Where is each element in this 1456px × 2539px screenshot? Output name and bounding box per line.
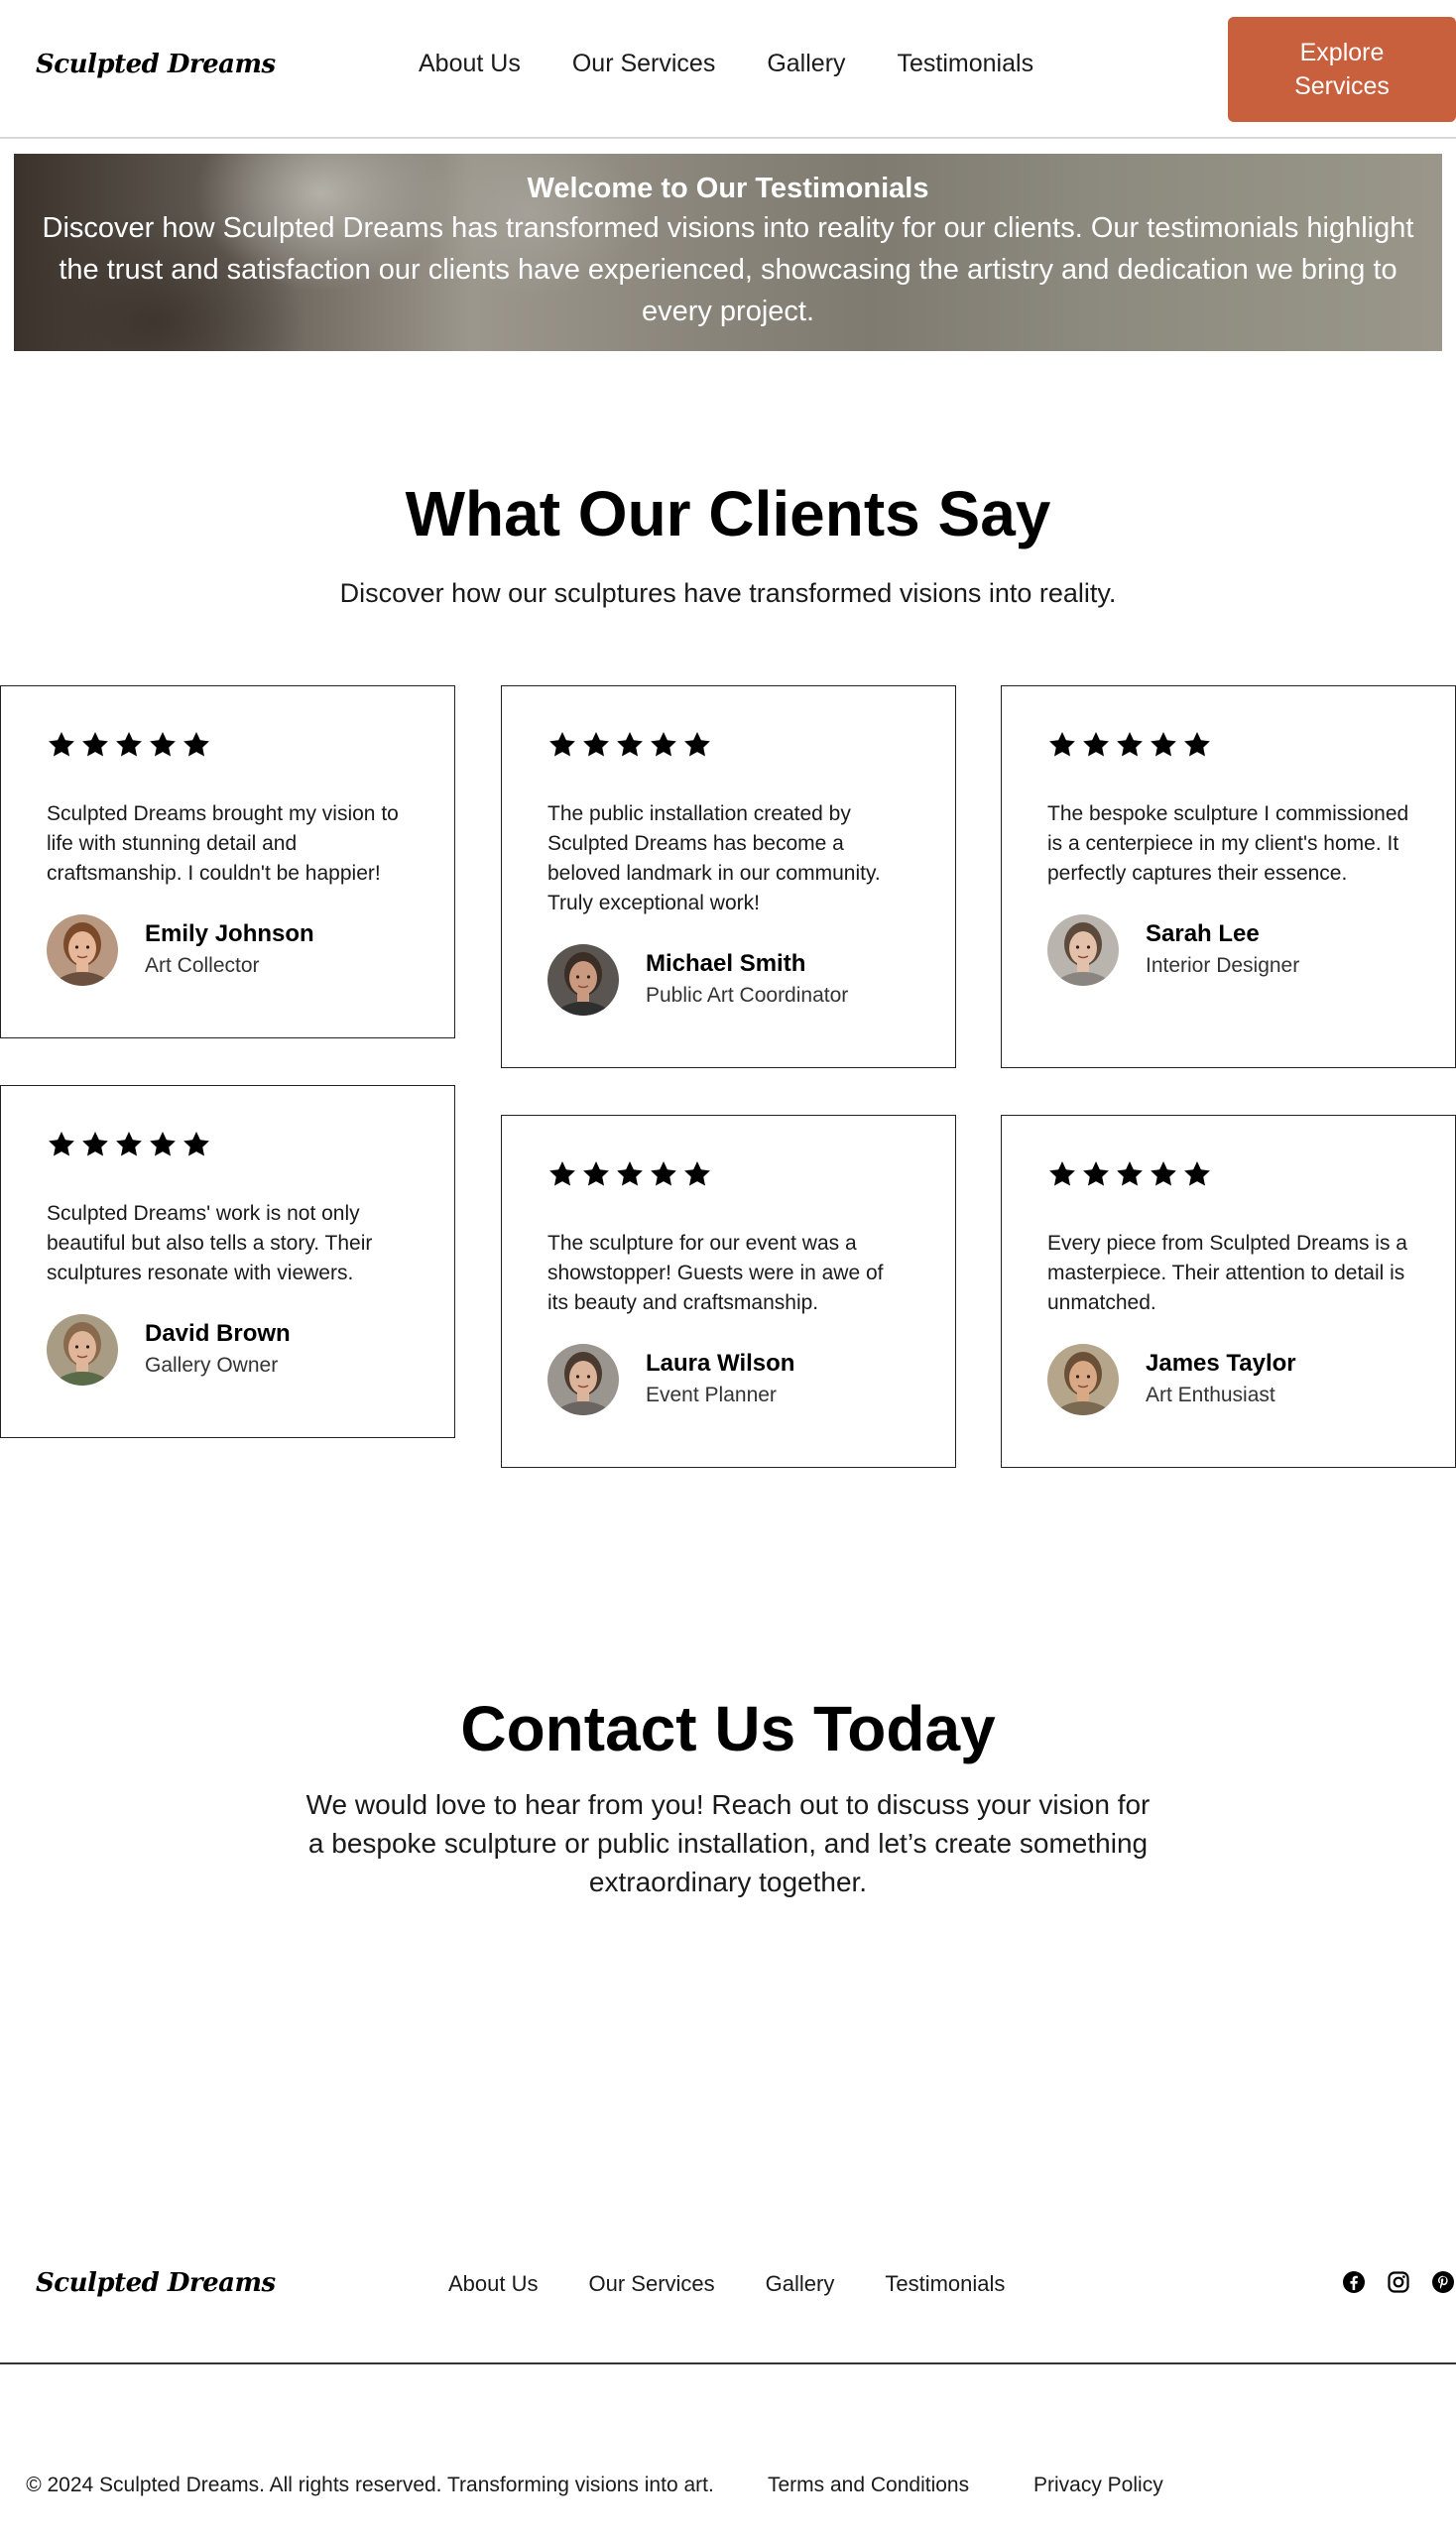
- avatar-sarah: [1047, 914, 1119, 986]
- rating-stars: [547, 1159, 910, 1191]
- avatar-james: [1047, 1344, 1119, 1415]
- author-name: Sarah Lee: [1146, 920, 1260, 947]
- footer-nav-our-services[interactable]: Our Services: [588, 2271, 715, 2296]
- nav-our-services[interactable]: Our Services: [571, 50, 716, 77]
- star-icon: [1081, 730, 1111, 762]
- star-icon: [547, 730, 577, 762]
- rating-stars: [1047, 730, 1409, 762]
- author-role: Art Enthusiast: [1146, 1384, 1275, 1406]
- star-icon: [1182, 730, 1212, 762]
- testimonial-author: [547, 944, 910, 1016]
- author-name: Emily Johnson: [145, 920, 314, 947]
- facebook-icon[interactable]: [1342, 2270, 1366, 2294]
- testimonial-quote: The public installation created by Sculpted Dreams has become a beloved landmark in our community. Truly exceptional work!: [547, 802, 881, 914]
- privacy-link[interactable]: Privacy Policy: [1033, 2474, 1163, 2496]
- testimonial-card: [501, 685, 956, 1068]
- site-header: [0, 0, 1456, 139]
- star-icon: [649, 730, 678, 762]
- hero-title: Welcome to Our Testimonials: [527, 173, 929, 204]
- brand-logo[interactable]: Sculpted Dreams: [36, 50, 276, 79]
- testimonial-author: [547, 1344, 910, 1415]
- testimonial-card: [0, 1085, 455, 1438]
- nav-about-us[interactable]: About Us: [419, 50, 521, 77]
- hero-text: Discover how Sculpted Dreams has transformed visions into reality for our clients. Our testimonials highlight the trust and satisfaction our clients have experienced, showcasing the artistry and dedication we bring to every project.: [42, 212, 1414, 327]
- author-info: [145, 919, 314, 981]
- star-icon: [615, 1159, 645, 1191]
- author-name: David Brown: [145, 1320, 291, 1347]
- star-icon: [80, 1130, 110, 1161]
- star-icon: [47, 730, 76, 762]
- author-name: James Taylor: [1146, 1350, 1296, 1377]
- explore-services-button[interactable]: Explore Services: [1228, 17, 1456, 122]
- footer-nav-about-us[interactable]: About Us: [448, 2271, 539, 2296]
- testimonial-card: [0, 685, 455, 1038]
- avatar-laura: [547, 1344, 619, 1415]
- testimonial-card: [1001, 685, 1456, 1068]
- footer-nav-gallery[interactable]: Gallery: [765, 2271, 835, 2296]
- star-icon: [649, 1159, 678, 1191]
- testimonial-author: [47, 914, 409, 986]
- testimonial-quote: The bespoke sculpture I commissioned is a centerpiece in my client's home. It perfectly captures their essence.: [1047, 802, 1409, 885]
- testimonial-quote: Every piece from Sculpted Dreams is a masterpiece. Their attention to detail is unmatched.: [1047, 1232, 1407, 1314]
- rating-stars: [1047, 1159, 1409, 1191]
- star-icon: [47, 1130, 76, 1161]
- avatar-david: [47, 1314, 118, 1386]
- testimonial-quote: Sculpted Dreams' work is not only beautiful but also tells a story. Their sculptures resonate with viewers.: [47, 1202, 373, 1284]
- pinterest-icon[interactable]: [1431, 2270, 1455, 2294]
- star-icon: [80, 730, 110, 762]
- avatar-michael: [547, 944, 619, 1016]
- star-icon: [1182, 1159, 1212, 1191]
- nav-testimonials[interactable]: Testimonials: [897, 50, 1034, 77]
- testimonials-subtitle: Discover how our sculptures have transformed visions into reality.: [339, 578, 1117, 608]
- star-icon: [1047, 730, 1077, 762]
- contact-text: We would love to hear from you! Reach out to discuss your vision for a bespoke sculpture or public installation, and let’s create something extraordinary together.: [305, 1789, 1151, 1897]
- author-info: [145, 1319, 291, 1381]
- footer-nav-testimonials[interactable]: Testimonials: [885, 2271, 1006, 2296]
- nav-gallery[interactable]: Gallery: [767, 50, 846, 77]
- author-info: [646, 1349, 794, 1410]
- author-info: [1146, 1349, 1296, 1410]
- author-name: Laura Wilson: [646, 1350, 795, 1377]
- testimonial-author: [47, 1314, 409, 1386]
- hero-banner: [14, 154, 1442, 351]
- author-role: Art Collector: [145, 954, 260, 977]
- star-icon: [682, 730, 712, 762]
- testimonial-card: [1001, 1115, 1456, 1468]
- copyright-text: © 2024 Sculpted Dreams. All rights reserved. Transforming visions into art.: [26, 2474, 714, 2496]
- star-icon: [148, 730, 178, 762]
- testimonial-quote: Sculpted Dreams brought my vision to life with stunning detail and craftsmanship. I couldn't be happier!: [47, 802, 399, 885]
- star-icon: [615, 730, 645, 762]
- author-name: Michael Smith: [646, 950, 806, 977]
- contact-title: Contact Us Today: [460, 1693, 996, 1764]
- testimonial-card: [501, 1115, 956, 1468]
- star-icon: [182, 1130, 211, 1161]
- star-icon: [1081, 1159, 1111, 1191]
- author-role: Interior Designer: [1146, 954, 1300, 977]
- star-icon: [1115, 730, 1145, 762]
- star-icon: [682, 1159, 712, 1191]
- star-icon: [148, 1130, 178, 1161]
- avatar-emily: [47, 914, 118, 986]
- rating-stars: [47, 730, 409, 762]
- testimonial-author: [1047, 1344, 1409, 1415]
- testimonial-quote: The sculpture for our event was a showstopper! Guests were in awe of its beauty and craftsmanship.: [547, 1232, 884, 1314]
- main-nav: [419, 50, 1085, 78]
- star-icon: [114, 730, 144, 762]
- footer-logo[interactable]: Sculpted Dreams: [36, 2268, 276, 2298]
- rating-stars: [547, 730, 910, 762]
- star-icon: [547, 1159, 577, 1191]
- star-icon: [1149, 730, 1178, 762]
- star-icon: [1149, 1159, 1178, 1191]
- star-icon: [581, 730, 611, 762]
- footer-divider: [0, 2362, 1456, 2364]
- hero-content: [14, 170, 1442, 332]
- star-icon: [1115, 1159, 1145, 1191]
- testimonials-title: What Our Clients Say: [405, 478, 1051, 549]
- author-info: [646, 949, 848, 1011]
- star-icon: [182, 730, 211, 762]
- terms-link[interactable]: Terms and Conditions: [768, 2474, 970, 2496]
- instagram-icon[interactable]: [1387, 2270, 1410, 2294]
- star-icon: [1047, 1159, 1077, 1191]
- author-role: Event Planner: [646, 1384, 777, 1406]
- star-icon: [581, 1159, 611, 1191]
- testimonial-author: [1047, 914, 1409, 986]
- author-role: Public Art Coordinator: [646, 984, 849, 1007]
- author-role: Gallery Owner: [145, 1354, 279, 1377]
- author-info: [1146, 919, 1299, 981]
- rating-stars: [47, 1130, 409, 1161]
- footer-nav: [448, 2271, 1055, 2297]
- star-icon: [114, 1130, 144, 1161]
